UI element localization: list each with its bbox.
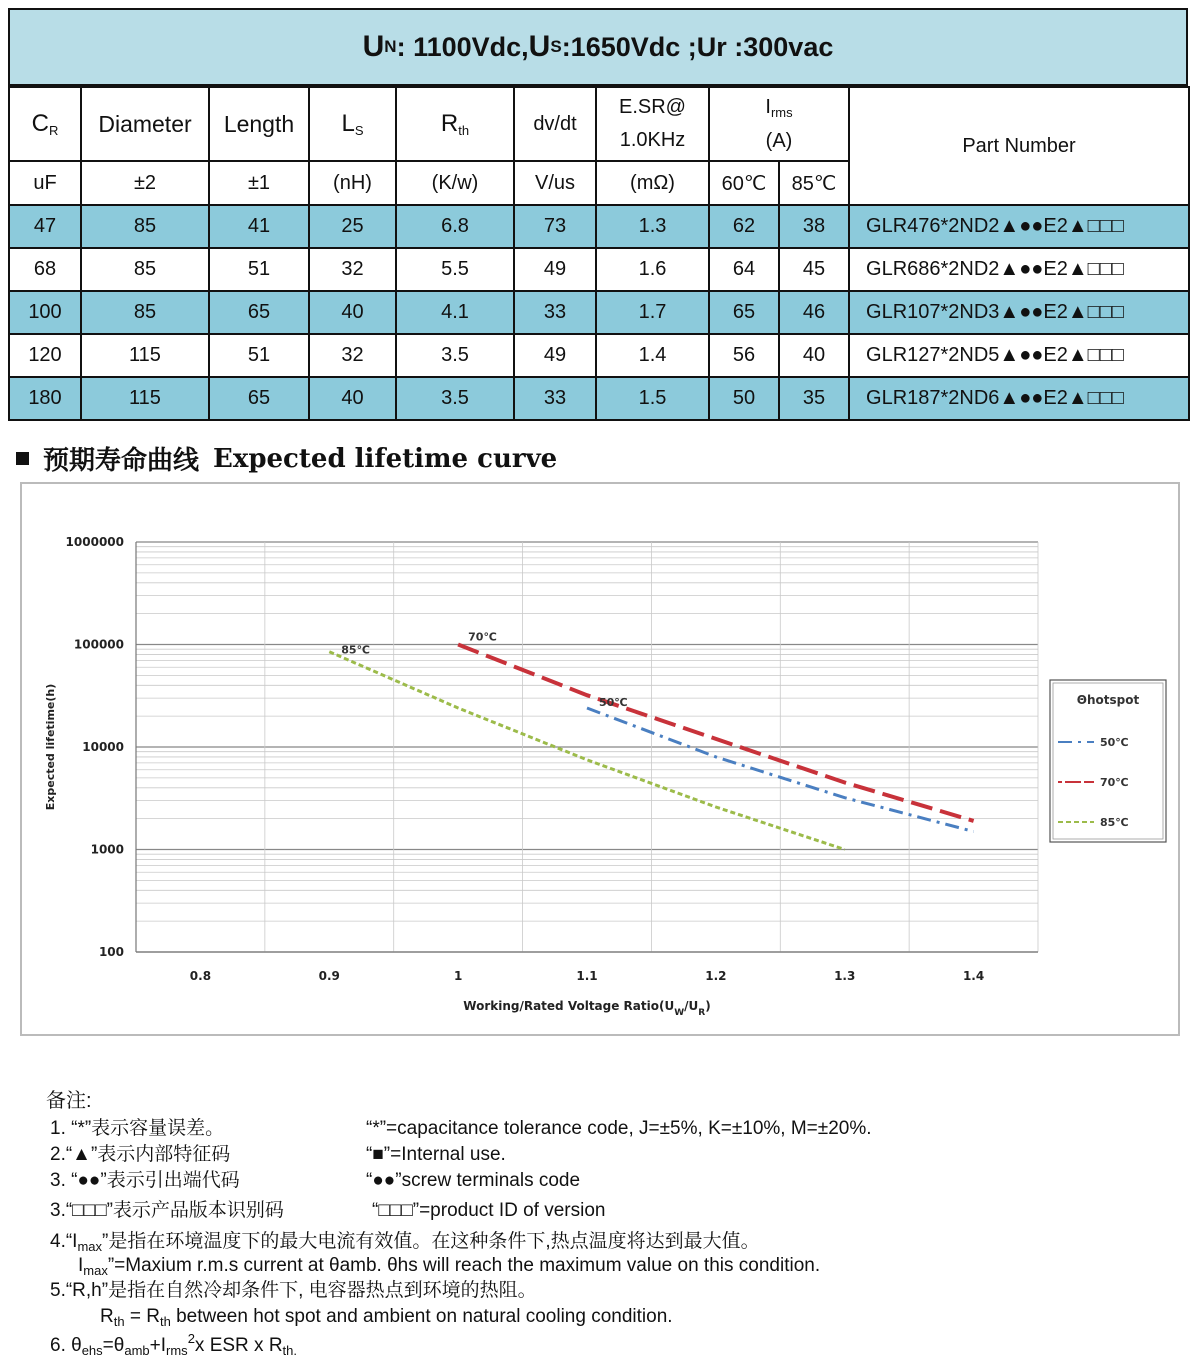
- section-title-cn: 预期寿命曲线: [43, 446, 200, 476]
- y-tick-label: 1000000: [65, 535, 124, 549]
- col-part-number: Part Number: [849, 87, 1189, 205]
- note-3b-cn: 3.“□□□”表示产品版本识别码: [50, 1200, 284, 1221]
- unit-rth: (K/w): [396, 161, 514, 205]
- note-5-cn: 5.“R,h”是指在自然冷却条件下, 电容器热点到环境的热阻。: [50, 1280, 537, 1301]
- curve-label: 85℃: [341, 643, 370, 657]
- col-dvdt: dv/dt: [514, 87, 596, 161]
- y-tick-label: 10000: [82, 740, 124, 754]
- x-tick-label: 0.9: [318, 969, 340, 983]
- table-row: 68 85 51 32 5.5 49 1.6 64 45 GLR686*2ND2▲●●E2▲□□□: [9, 248, 1189, 291]
- bullet-square-icon: [16, 452, 29, 465]
- unit-irms-60: 60℃: [709, 161, 779, 205]
- table-header-row: [9, 87, 1189, 161]
- unit-diameter: ±2: [81, 161, 209, 205]
- voltage-rating-title: U N : 1100Vdc, U S :1650Vdc ;Ur :300vac: [8, 8, 1188, 86]
- unit-dvdt: V/us: [514, 161, 596, 205]
- unit-irms-85: 85℃: [779, 161, 849, 205]
- chart-grid: [136, 542, 1038, 952]
- table-row: 120 115 51 32 3.5 49 1.4 56 40 GLR127*2ND5▲●●E2▲□□□: [9, 334, 1189, 377]
- legend-title: Θhotspot: [1076, 693, 1140, 707]
- note-1-en: “*”=capacitance tolerance code, J=±5%, K=±10%, M=±20%.: [366, 1118, 872, 1139]
- note-5-en: $R_{th} = R_{th}$ between hot spot and ambient on natural cooling condition.: [100, 1306, 673, 1329]
- section-heading: [16, 440, 557, 477]
- y-tick-label: 100: [98, 945, 124, 959]
- y-tick-label: 1000: [90, 842, 124, 857]
- y-axis-label: Expected lifetime(h): [44, 683, 57, 811]
- chart-axes: [44, 535, 1038, 1018]
- table-row: 47 85 41 25 6.8 73 1.3 62 38 GLR476*2ND2▲●●E2▲□□□: [9, 205, 1189, 248]
- notes-title: 备注:: [46, 1090, 92, 1112]
- note-2-en: “■”=Internal use.: [366, 1144, 506, 1165]
- series-line-2: [458, 645, 974, 821]
- legend-label: 50℃: [1100, 736, 1129, 749]
- col-rth: $R_{th}$: [396, 87, 514, 161]
- col-length: Length: [209, 87, 309, 161]
- col-esr: E.SR@ 1.0KHz: [596, 87, 709, 161]
- section-title-en: Expected lifetime curve: [213, 443, 558, 474]
- chart-labels: [341, 631, 627, 710]
- legend-label: 70℃: [1100, 776, 1129, 789]
- chart-legend: [1050, 680, 1166, 842]
- unit-length: ±1: [209, 161, 309, 205]
- table-row: 100 85 65 40 4.1 33 1.7 65 46 GLR107*2ND3▲●●E2▲□□□: [9, 291, 1189, 334]
- x-tick-label: 0.8: [189, 969, 212, 983]
- col-diameter: Diameter: [81, 87, 209, 161]
- lifetime-chart: [20, 482, 1180, 1036]
- note-3-en: “●●”screw terminals code: [366, 1170, 581, 1191]
- unit-cr: uF: [9, 161, 81, 205]
- note-6: 6. $\theta_{ehs}=\theta_{amb}+I_{rms}^2x$ ESR x $R_{th.}$: [50, 1331, 298, 1358]
- x-tick-label: 1.4: [962, 969, 985, 983]
- y-tick-label: 100000: [73, 637, 124, 652]
- series-line-3: [329, 652, 844, 850]
- col-cr: $C_R$: [9, 87, 81, 161]
- note-3-cn: 3. “●●”表示引出端代码: [50, 1170, 240, 1191]
- x-tick-label: 1.1: [576, 969, 598, 983]
- curve-label: 50℃: [599, 696, 628, 710]
- col-irms: $I_{rms}$ (A): [709, 87, 849, 161]
- x-tick-label: 1.2: [705, 969, 727, 983]
- col-ls: $L_S$: [309, 87, 396, 161]
- spec-table: [8, 86, 1190, 421]
- legend-label: 85℃: [1100, 816, 1129, 829]
- note-4-cn: $4.“I_{max}$”是指在环境温度下的最大电流有效值。在这种条件下,热点温度将达到最大值。: [50, 1231, 760, 1254]
- x-tick-label: 1.3: [834, 969, 856, 983]
- note-2-cn: 2.“▲”表示内部特征码: [50, 1144, 231, 1165]
- unit-esr: (mΩ): [596, 161, 709, 205]
- curve-label: 70℃: [468, 630, 497, 644]
- note-3b-en: “□□□”=product ID of version: [372, 1200, 606, 1221]
- table-row: 180 115 65 40 3.5 33 1.5 50 35 GLR187*2ND6▲●●E2▲□□□: [9, 377, 1189, 420]
- unit-ls: (nH): [309, 161, 396, 205]
- note-4-en: $I_{max}”=Maxium$ r.m.s current at θamb. θhs will reach the maximum value on this condition.: [78, 1255, 821, 1278]
- x-tick-label: 1: [453, 969, 463, 983]
- x-axis-label: Working/Rated Voltage $Ratio(U_W/U_R)$: [463, 999, 711, 1018]
- note-1-cn: 1. “*”表示容量误差。: [50, 1118, 225, 1139]
